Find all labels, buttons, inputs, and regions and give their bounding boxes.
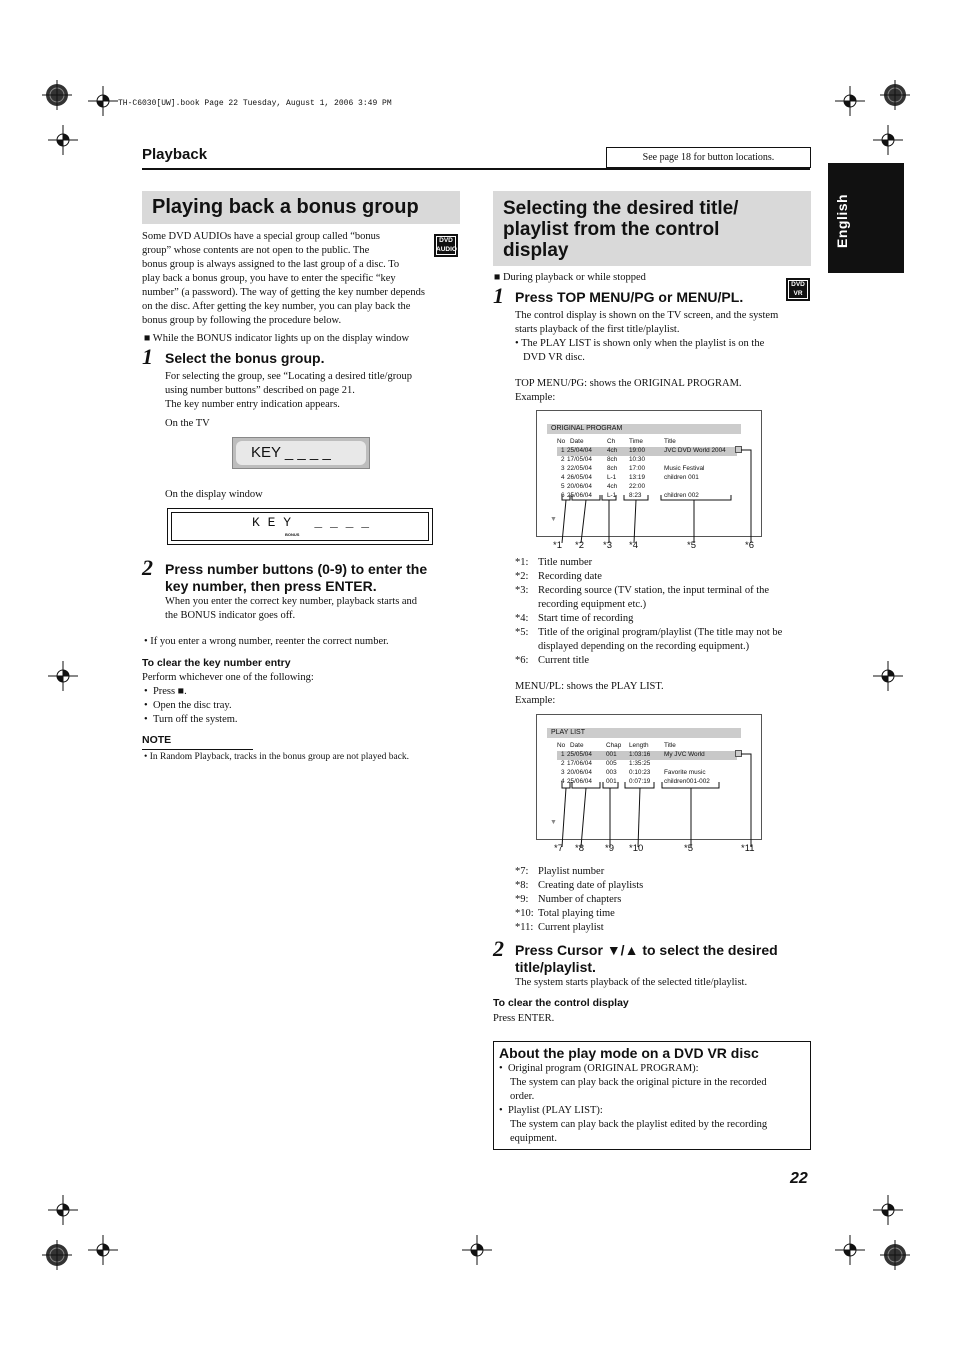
crosshair-mark (88, 86, 118, 116)
legend-line (515, 626, 815, 640)
legend-line (515, 921, 815, 935)
table-cell: 4ch (607, 447, 618, 454)
column-header: Length (629, 742, 649, 749)
legend-line (515, 570, 815, 584)
legend-line (515, 893, 815, 907)
table-cell: 13:19 (629, 474, 645, 481)
step-text-line: the BONUS indicator goes off. (165, 610, 296, 621)
crosshair-mark (462, 1235, 492, 1265)
clear-key-list (144, 685, 238, 727)
heading-line: playlist from the control (503, 219, 720, 240)
legend-text: Number of chapters (538, 894, 622, 905)
intro-line: bonus group is always assigned to the last group of a disc. To (142, 259, 400, 270)
table-cell: L-1 (607, 474, 617, 481)
clear-key-intro: Perform whichever one of the following: (142, 672, 314, 683)
step-title-line: Press number buttons (0-9) to enter the (165, 561, 428, 577)
callout-lines-playlist (536, 714, 766, 859)
table-cell: 1 (561, 751, 565, 758)
table-cell: 005 (606, 760, 617, 767)
table-cell: 1:03:16 (629, 751, 651, 758)
bonus-indicator: BONUS (285, 532, 300, 537)
clear-key-heading: To clear the key number entry (142, 657, 291, 669)
step-text-line: • The PLAY LIST is shown only when the playlist is on the (515, 338, 765, 349)
callout-line (741, 754, 751, 847)
table-cell: 5 (561, 483, 565, 490)
step-number: 1 (142, 344, 153, 369)
legend-line (515, 556, 815, 570)
callout-bracket (662, 782, 719, 788)
legend-line (515, 654, 815, 668)
dvd-vr-badge (786, 278, 810, 301)
about-play-mode-box (493, 1041, 811, 1150)
table-cell: Favorite music (664, 769, 706, 776)
language-tab-label: English (834, 193, 850, 248)
legend-line (515, 640, 815, 654)
about-list (499, 1062, 804, 1146)
original-legend (515, 556, 815, 668)
table-cell: My JVC World (664, 751, 705, 758)
step-title-line: title/playlist. (515, 959, 596, 975)
crosshair-mark (835, 1235, 865, 1265)
callout-label: *9 (605, 843, 614, 854)
legend-key: *3: (515, 585, 529, 596)
legend-text: Start time of recording (538, 613, 634, 624)
note-heading: NOTE (142, 734, 172, 746)
list-item: • Press ■. (144, 686, 187, 697)
heading-line: Selecting the desired title/ (503, 198, 739, 219)
table-cell: 25/06/04 (567, 778, 592, 785)
list-item-detail: The system can play back the playlist edited by the recording (510, 1119, 768, 1130)
callout-lines-original (536, 410, 766, 555)
legend-key: *1: (515, 557, 529, 568)
heading-line: display (503, 240, 569, 261)
badge-line: DVD (439, 237, 453, 244)
table-cell: 3 (561, 769, 565, 776)
legend-text: recording equipment etc.) (538, 599, 647, 610)
step-title (515, 942, 778, 976)
table-cell: 0:07:19 (629, 778, 651, 785)
crosshair-mark (873, 1195, 903, 1225)
callout-label: *7 (554, 843, 563, 854)
callout-bracket (603, 782, 618, 788)
legend-text: displayed depending on the recording equipment.) (538, 641, 750, 652)
table-cell: 1 (561, 447, 565, 454)
tv-key-display (232, 437, 370, 469)
table-cell: 20/06/04 (567, 769, 592, 776)
legend-line (515, 584, 815, 598)
table-cell: 8:23 (629, 492, 642, 499)
callout-bracket (562, 782, 570, 788)
step-number: 1 (493, 283, 504, 308)
legend-key: *4: (515, 613, 529, 624)
legend-line (515, 612, 815, 626)
table-cell: 003 (606, 769, 617, 776)
step-title-line: key number, then press ENTER. (165, 578, 377, 594)
table-cell: 25/06/04 (567, 492, 592, 499)
crosshair-mark (873, 661, 903, 691)
step-text-line: using number buttons” described on page 21. (165, 385, 355, 396)
legend-key: *10: (515, 908, 534, 919)
intro-line: group” whose contents are not open to the public. The (142, 245, 370, 256)
display-window-text: K E Y _ _ _ _ (252, 515, 370, 530)
step-text-line: DVD VR disc. (523, 352, 585, 363)
legend-text: Title number (538, 557, 593, 568)
legend-line (515, 865, 815, 879)
table-cell: 001 (606, 778, 617, 785)
step-text (515, 309, 815, 365)
legend-text: Current playlist (538, 922, 604, 933)
heading-selecting-title (493, 191, 811, 266)
badge-line: DVD (791, 281, 805, 288)
callout-label: *10 (629, 843, 644, 854)
column-header: Date (570, 742, 584, 749)
callout-label: *8 (575, 843, 584, 854)
table-cell: 25/05/04 (567, 751, 592, 758)
callout-bracket (572, 495, 600, 500)
callout-bracket (625, 782, 654, 788)
crosshair-mark (48, 661, 78, 691)
table-cell: 22:00 (629, 483, 645, 490)
legend-text: Recording source (TV station, the input terminal of the (538, 585, 770, 596)
list-item-text: Open the disc tray. (152, 700, 232, 711)
badge-line: VR (793, 290, 803, 297)
clear-display-heading: To clear the control display (493, 997, 629, 1009)
callout-label: *3 (603, 540, 612, 551)
step-text-line: The key number entry indication appears. (165, 399, 340, 410)
top-menu-line: TOP MENU/PG: shows the ORIGINAL PROGRAM. (515, 378, 742, 389)
callout-label: *11 (741, 843, 755, 854)
callout-bracket (661, 495, 731, 500)
step-text-line: The control display is shown on the TV screen, and the system (515, 310, 779, 321)
screen-title: ORIGINAL PROGRAM (547, 424, 741, 434)
callout-bracket (572, 782, 600, 788)
crosshair-mark (835, 86, 865, 116)
list-item: • Original program (ORIGINAL PROGRAM): (499, 1063, 699, 1074)
table-cell: JVC DVD World 2004 (664, 447, 726, 454)
list-item: • Open the disc tray. (144, 700, 232, 711)
example-label: Example: (515, 392, 556, 403)
step-text (165, 595, 417, 623)
legend-key: *2: (515, 571, 529, 582)
step-title (165, 561, 427, 595)
list-item-text: Press ■. (152, 686, 187, 697)
step-number: 2 (493, 936, 504, 961)
example-label: Example: (515, 695, 556, 706)
list-item: • Turn off the system. (144, 714, 238, 725)
legend-key: *9: (515, 894, 529, 905)
crosshair-mark (48, 125, 78, 155)
language-tab (828, 163, 904, 273)
legend-key: *11: (515, 922, 534, 933)
callout-bracket (624, 495, 648, 500)
see-page-note: See page 18 for button locations. (606, 147, 811, 168)
header-rule (142, 168, 810, 170)
step-title-line: Press Cursor ▼/▲ to select the desired (515, 942, 778, 958)
intro-line: Some DVD AUDIOs have a special group called “bonus (142, 231, 380, 242)
table-cell: children 002 (664, 492, 699, 499)
column-header: Ch (607, 438, 616, 445)
crosshair-mark (48, 1195, 78, 1225)
registration-mark-bottom-right (880, 1240, 910, 1270)
registration-mark-bottom-left (42, 1240, 72, 1270)
table-cell: 17/06/04 (567, 760, 592, 767)
legend-line (515, 879, 815, 893)
list-item-text: Original program (ORIGINAL PROGRAM): (507, 1063, 699, 1074)
column-header: Title (664, 742, 676, 749)
section-label: Playback (142, 146, 208, 163)
callout-label: *1 (553, 540, 562, 551)
dvd-audio-badge (434, 234, 458, 257)
step-text-line: For selecting the group, see “Locating a desired title/group (165, 371, 412, 382)
screen-title: PLAY LIST (547, 728, 741, 738)
scroll-down-icon[interactable]: ▼ (550, 515, 557, 523)
legend-text: Playlist number (538, 866, 605, 877)
table-cell: 8ch (607, 465, 618, 472)
callout-label: *4 (629, 540, 638, 551)
table-cell: 3 (561, 465, 565, 472)
heading-bonus-group: Playing back a bonus group (142, 191, 460, 224)
intro-line: play back a bonus group, you have to enter the specific “key (142, 273, 396, 284)
scroll-down-icon[interactable]: ▼ (550, 818, 557, 826)
list-item-detail: The system can play back the original picture in the recorded (510, 1077, 767, 1088)
legend-text: Current title (538, 655, 590, 666)
table-cell: 17/05/04 (567, 456, 592, 463)
tv-key-text: KEY _ _ _ _ (236, 441, 366, 465)
table-cell: 20/06/04 (567, 483, 592, 490)
step-text-line: starts playback of the first title/playlist. (515, 324, 680, 335)
table-cell: 8ch (607, 456, 618, 463)
registration-mark-top-right (880, 80, 910, 110)
display-window-inner (171, 512, 429, 541)
table-cell: 19:00 (629, 447, 645, 454)
menu-pl-line: MENU/PL: shows the PLAY LIST. (515, 681, 664, 692)
callout-line (562, 788, 566, 847)
callout-line (581, 500, 586, 543)
callout-label: *6 (745, 540, 754, 551)
table-cell: 4ch (607, 483, 618, 490)
note-text: • In Random Playback, tracks in the bonus group are not played back. (144, 752, 410, 762)
registration-mark-top-left (42, 80, 72, 110)
legend-text: Title of the original program/playlist (The title may not be (538, 627, 783, 638)
table-cell: children 001 (664, 474, 699, 481)
callout-label: *5 (687, 540, 696, 551)
legend-text: Creating date of playlists (538, 880, 644, 891)
table-cell: 1:35:25 (629, 760, 651, 767)
callout-bracket (602, 495, 616, 500)
bonus-intro (142, 230, 432, 328)
badge-line: AUDIO (436, 246, 457, 253)
table-cell: 10:30 (629, 456, 645, 463)
column-header: No (557, 438, 566, 445)
step-text (165, 370, 455, 412)
page-number: 22 (790, 1170, 808, 1187)
table-cell: 22/05/04 (567, 465, 592, 472)
on-display-label: On the display window (165, 489, 263, 500)
playlist-legend (515, 865, 815, 935)
wrong-number-note: • If you enter a wrong number, reenter the correct number. (144, 636, 389, 647)
list-item-detail: equipment. (510, 1133, 557, 1144)
table-cell: 001 (606, 751, 617, 758)
list-item-detail: order. (510, 1091, 535, 1102)
list-item-text: Turn off the system. (152, 714, 238, 725)
list-item: • Playlist (PLAY LIST): (499, 1105, 603, 1116)
callout-line (634, 500, 636, 543)
column-header: No (557, 742, 566, 749)
intro-line: number” (a password). The way of getting the key number depends (142, 287, 425, 298)
callout-label: *2 (575, 540, 584, 551)
step-text-line: When you enter the correct key number, playback starts and (165, 596, 418, 607)
callout-line (638, 788, 640, 847)
display-window (167, 508, 433, 545)
bonus-condition: ■ While the BONUS indicator lights up on the display window (144, 333, 410, 344)
legend-key: *5: (515, 627, 529, 638)
callout-bracket (562, 495, 570, 500)
callout-label: *5 (684, 843, 693, 854)
legend-key: *8: (515, 880, 529, 891)
right-condition: ■ During playback or while stopped (494, 272, 646, 283)
legend-key: *7: (515, 866, 529, 877)
callout-line (562, 500, 566, 543)
column-header: Time (629, 438, 643, 445)
callout-line (741, 450, 751, 543)
callout-line (581, 788, 586, 847)
column-header: Chap (606, 742, 622, 749)
list-item-text: Playlist (PLAY LIST): (507, 1105, 603, 1116)
file-info-line: TH-C6030[UW].book Page 22 Tuesday, August 1, 2006 3:49 PM (118, 99, 392, 108)
table-cell: 6 (561, 492, 565, 499)
table-cell: Music Festival (664, 465, 705, 472)
column-header: Date (570, 438, 584, 445)
table-cell: L-1 (607, 492, 617, 499)
step-text: The system starts playback of the selected title/playlist. (515, 977, 748, 988)
legend-text: Recording date (538, 571, 602, 582)
note-rule (142, 749, 253, 750)
table-cell: 0:10:23 (629, 769, 651, 776)
table-cell: 2 (561, 760, 565, 767)
step-title: Press TOP MENU/PG or MENU/PL. (515, 289, 744, 305)
table-cell: 17:00 (629, 465, 645, 472)
table-cell: 25/04/04 (567, 447, 592, 454)
crosshair-mark (873, 125, 903, 155)
step-title: Select the bonus group. (165, 350, 325, 366)
intro-line: bonus group by following the procedure below. (142, 315, 342, 326)
about-heading: About the play mode on a DVD VR disc (499, 1045, 759, 1061)
column-header: Title (664, 438, 676, 445)
on-tv-label: On the TV (165, 418, 210, 429)
crosshair-mark (88, 1235, 118, 1265)
legend-text: Total playing time (538, 908, 615, 919)
legend-key: *6: (515, 655, 529, 666)
legend-line (515, 598, 815, 612)
table-cell: children001-002 (664, 778, 710, 785)
intro-line: on the disc. After getting the key number, you can play back the (142, 301, 411, 312)
table-cell: 4 (561, 474, 565, 481)
table-cell: 26/05/04 (567, 474, 592, 481)
table-cell: 2 (561, 456, 565, 463)
step-number: 2 (142, 555, 153, 580)
table-cell: 4 (561, 778, 565, 785)
legend-line (515, 907, 815, 921)
clear-display-text: Press ENTER. (493, 1013, 555, 1024)
